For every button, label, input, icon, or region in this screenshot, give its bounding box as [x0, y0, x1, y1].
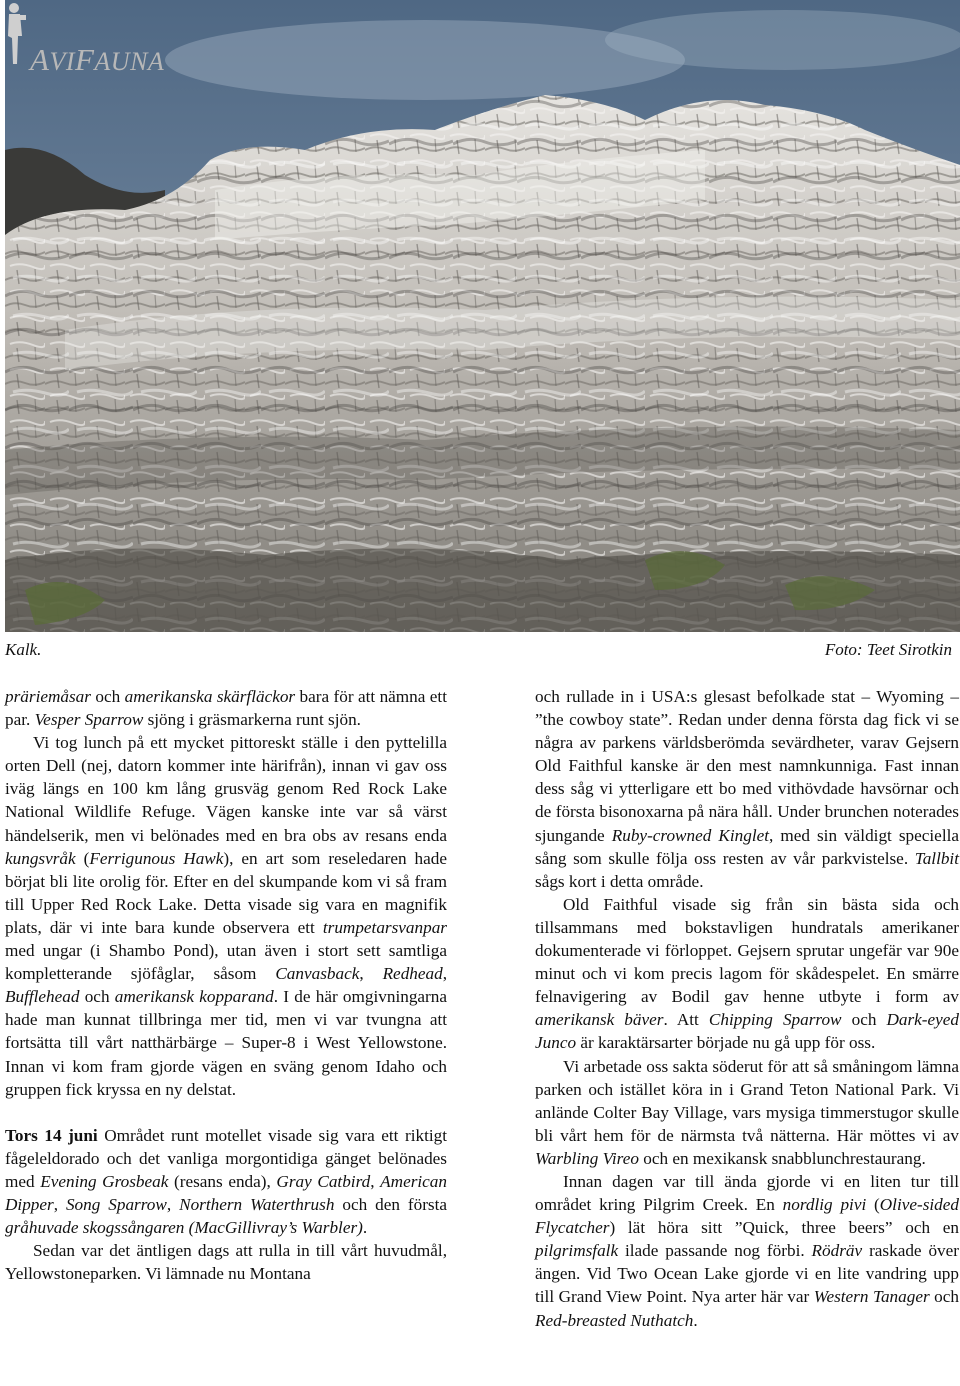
right-text-column [535, 685, 959, 1332]
left-text-column [5, 685, 447, 1285]
paragraph: Vi arbetade oss sakta söderut för att så småningom lämna parken och istället köra in i Grand Teton National Park. Vi anlände Colter Bay Village, vars mysiga timmerstugor skulle bli vårt hem för de närmsta två nätterna. Här möttes vi av Warbling Vireo och en mexikansk snabblunchrestaurang. [535, 1056, 959, 1168]
photo-caption: Kalk. [5, 640, 42, 659]
avifauna-logo [0, 0, 200, 80]
paragraph: Innan dagen var till ända gjorde vi en liten tur till området kring Pilgrim Creek. En nordlig pivi (Olive-sided Flycatcher) lät höra sitt ”Quick, three beers” och en pilgrimsfalk ilade passande nog förbi. Rödräv raskade över ängen. Vid Two Ocean Lake gjorde vi en lite vandring upp till Grand View Point. Nya arter här var Western Tanager och Red-breasted Nuthatch. [535, 1171, 959, 1330]
photo-illustration [5, 0, 960, 632]
paragraph: Sedan var det äntligen dags att rulla in till vårt huvudmål, Yellowstoneparken. Vi lämnade nu Montana [5, 1241, 447, 1284]
limestone-terraces-photo [5, 0, 960, 632]
paragraph: Tors 14 juni Området runt motellet visade sig vara ett riktigt fågeleldorado och det vanliga morgontidiga gänget belönades med Evening Grosbeak (resans enda), Gray Catbird, American Dipper, Song Sparrow, Northern Waterthrush och den första gråhuvade skogssångaren (MacGillivray’s Warbler). [5, 1125, 448, 1238]
paragraph: präriemåsar och amerikanska skärfläckor bara för att nämna ett par. Vesper Sparrow sjöng i gräsmarkerna runt sjön. [5, 687, 447, 730]
paragraph: Vi tog lunch på ett mycket pittoreskt ställe i den pyttelilla orten Dell (nej, datorn kommer inte härifrån), innan vi gav oss iväg längs en 100 km lång grusväg genom Red Rock Lake National Wildlife Refuge. Vägen kanske inte var så värst händelserik, men vi belönades med en bra obs av resans enda kungsvråk (Ferrigunous Hawk), en art som reseledaren hade börjat bli lite orolig för. Efter en del skumpande kom vi så fram till Upper Red Rock Lake. Detta visade sig vara en magnifik plats, där vi inte bara kunde observera ett trumpetarsvanpar med ungar (i Shambo Pond), utan även i stort sett samtliga kompletterande sjöfåglar, såsom Canvasback, Redhead, Bufflehead och amerikansk kopparand. I de här omgivningarna hade man kunnat tillbringa mer tid, men vi var tvungna att fortsätta till vårt natthärbärge – Super-8 i West Yellowstone. Innan vi kom fram gjorde vägen en sväng genom Idaho och gruppen fick kryssa en ny delstat. [5, 733, 447, 1099]
paragraph: och rullade in i USA:s glesast befolkade stat – Wyoming – ”the cowboy state”. Redan under denna första dag fick vi se några av parkens världsberömda sevärdheter, varav Gejsern Old Faithful kanske är den mest namnkunniga. Fast innan dess såg vi ytterligare ett bo med vithövdade havsörnar och de första bisonoxarna på nära håll. Under brunchen noterades sjungande Ruby-crowned Kinglet, med sin väldigt speciella sång som skulle följa oss resten av vår parkvistelse. Tallbit sågs kort i detta område. [535, 687, 959, 891]
photo-credit: Foto: Teet Sirotkin [824, 640, 952, 659]
birdwatcher-figure-icon [0, 0, 30, 70]
logo-wordmark: AVIFAUNA [30, 42, 165, 77]
paragraph: Old Faithful visade sig från sin bästa sida och tillsammans med bokstavligen hundratals amerikaner dokumenterade vi förloppet. Gejsern sprutar ungefär var 90e minut och vi kom precis lagom för skådespelet. En smärre felnavigering av Bodil gav henne utbyte i form av amerikansk bäver. Att Chipping Sparrow och Dark-eyed Junco är karaktärsarter började nu gå upp för oss. [535, 894, 960, 1053]
